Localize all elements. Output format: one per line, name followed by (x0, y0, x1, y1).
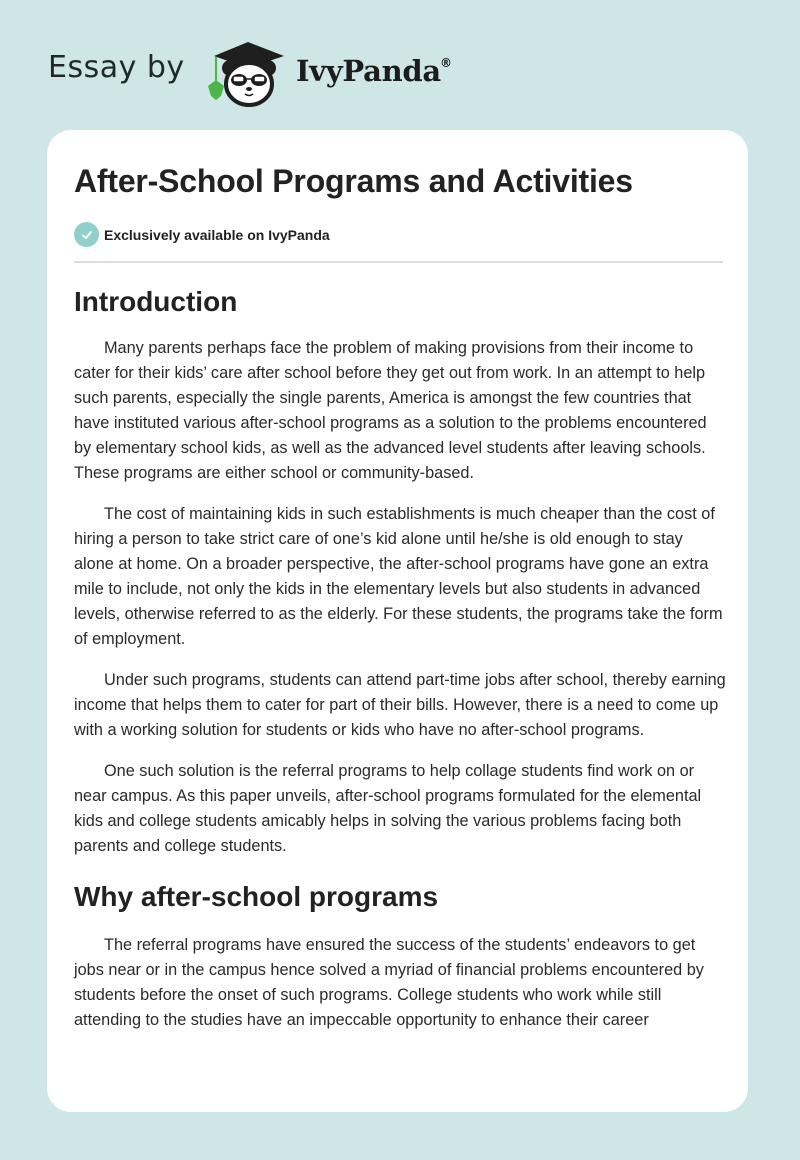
panda-logo-icon[interactable] (202, 36, 294, 108)
check-circle-icon (74, 222, 99, 247)
paragraph: Under such programs, students can attend part-time jobs after school, thereby earning income that helps them to cater for part of their bills. However, there is a need to come up with a working solution for students or kids who have no after-school programs. (74, 671, 726, 739)
paragraph: The cost of maintaining kids in such establishments is much cheaper than the cost of hiring a person to take strict care of one’s kid alone until he/she is old enough to stay alone at home. On a broader perspective, the after-school programs have gone an extra mile to include, not only the kids in the elementary levels but also students in advanced levels, otherwise referred to as the elderly. For these students, the programs take the form of employment. (74, 505, 723, 648)
title-divider (74, 261, 723, 263)
exclusive-badge (74, 222, 330, 247)
exclusive-badge-text: Exclusively available on IvyPanda (104, 226, 330, 243)
paragraph: The referral programs have ensured the success of the students’ endeavors to get jobs near or in the campus hence solved a myriad of financial problems encountered by students before the onset of such programs. College students who work while still attending to the studies have an impeccable opportunity to enhance their career (74, 936, 704, 1029)
section-why-after-school-programs (74, 875, 726, 1033)
brand-name[interactable]: IvyPanda (296, 54, 441, 88)
page-title: After-School Programs and Activities (74, 163, 633, 199)
registered-mark: ® (440, 56, 452, 70)
essay-body (74, 280, 726, 1049)
site-header (0, 0, 800, 130)
section-heading: Introduction (74, 286, 238, 317)
section-introduction (74, 280, 726, 859)
section-heading: Why after-school programs (74, 881, 439, 912)
paragraph: One such solution is the referral programs to help collage students find work on or near campus. As this paper unveils, after-school programs formulated for the elemental kids and college students amicably helps in solving the various problems facing both parents and college students. (74, 762, 702, 855)
essay-by-label: Essay by (48, 50, 185, 85)
essay-card (47, 130, 748, 1112)
paragraph: Many parents perhaps face the problem of making provisions from their income to cater for their kids’ care after school before they get out from work. In an attempt to help such parents, especially the single parents, America is amongst the few countries that have instituted various after-school programs as a solution to the problems encountered by elementary school kids, as well as the advanced level students after leaving schools. These programs are either school or community-based. (74, 339, 707, 482)
